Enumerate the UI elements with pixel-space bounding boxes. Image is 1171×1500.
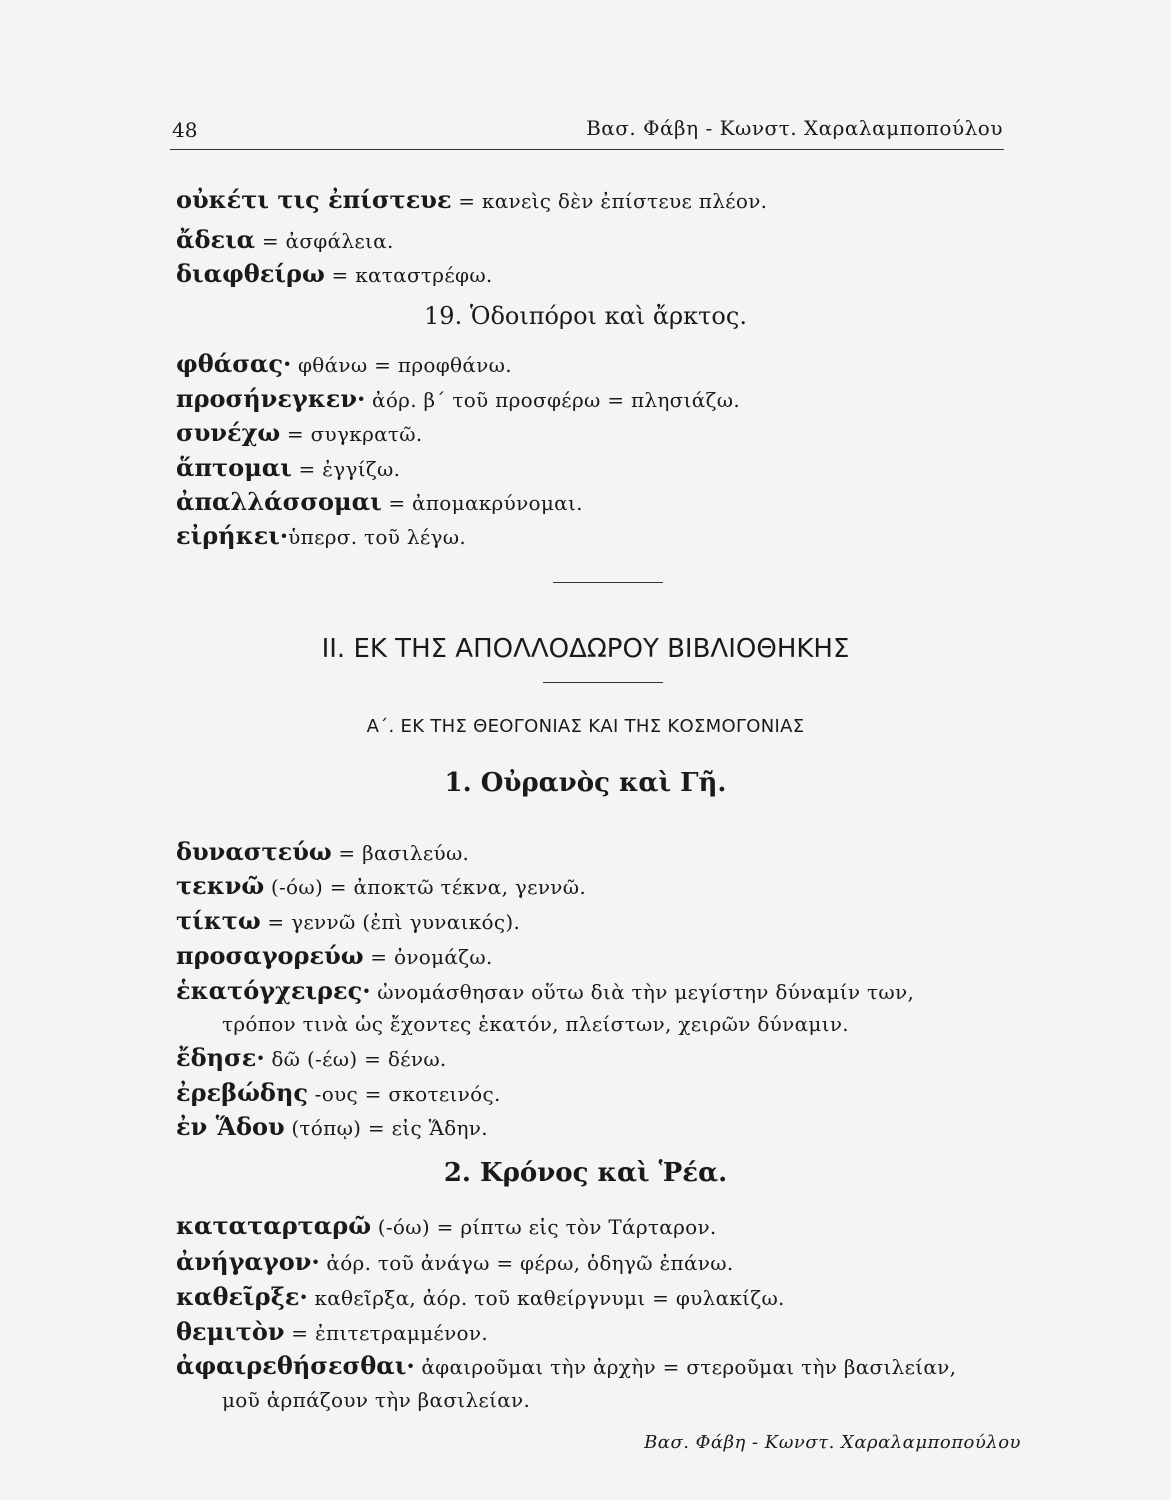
glossary-definition: = βασιλεύω. (331, 841, 470, 865)
glossary-continuation (222, 1386, 530, 1415)
glossary-definition: δῶ (-έω) = δένω. (264, 1047, 447, 1071)
glossary-term: θεμιτὸν (176, 1317, 285, 1346)
glossary-term: οὐκέτι τις ἐπίστευε (176, 185, 452, 214)
glossary-definition: = καταστρέφω. (324, 263, 493, 287)
glossary-term: τεκνῶ (176, 871, 265, 900)
glossary-continuation (222, 1010, 849, 1039)
footer-authors: Βασ. Φάβη - Κωνστ. Χαραλαμποπούλου (644, 1432, 1021, 1453)
glossary-definition: = γεννῶ (ἐπὶ γυναικός). (260, 910, 521, 934)
part-subtitle: Α΄. ΕΚ ΤΗΣ ΘΕΟΓΟΝΙΑΣ ΚΑΙ ΤΗΣ ΚΟΣΜΟΓΟΝΙΑΣ (366, 716, 805, 737)
glossary-definition: = ἀσφάλεια. (255, 229, 394, 253)
glossary-term: ἐν Ἅδου (176, 1112, 285, 1141)
glossary-entry (176, 1212, 717, 1242)
part-title: ΙΙ. ΕΚ ΤΗΣ ΑΠΟΛΛΟΔΩΡΟΥ ΒΙΒΛΙΟΘΗΚΗΣ (321, 634, 850, 664)
glossary-entry (176, 1079, 501, 1109)
running-head: Βασ. Φάβη - Κωνστ. Χαραλαμποπούλου (586, 116, 1003, 140)
glossary-definition: ὠνομάσθησαν οὕτω διὰ τὴν μεγίστην δύναμίν των, (370, 980, 915, 1004)
glossary-definition: ἀόρ. β΄ τοῦ προσφέρω = πλησιάζω. (365, 388, 740, 412)
glossary-entry (176, 350, 512, 380)
glossary-term: ἅπτομαι (176, 453, 292, 482)
glossary-definition: -ους = σκοτεινός. (308, 1082, 501, 1106)
glossary-term: ἄδεια (176, 225, 256, 254)
glossary-entry (176, 260, 493, 290)
glossary-term: ἀφαιρεθήσεσθαι· (176, 1351, 415, 1380)
glossary-term: συνέχω (176, 418, 281, 447)
header-rule (170, 149, 1004, 150)
glossary-term: διαφθείρω (176, 259, 325, 288)
glossary-definition: μοῦ ἁρπάζουν τὴν βασιλείαν. (222, 1388, 531, 1412)
glossary-term: ἐρεβώδης (176, 1078, 308, 1107)
glossary-definition: = ἐγγίζω. (291, 457, 401, 481)
glossary-entry (176, 1113, 488, 1143)
section-1-title: 1. Οὐρανὸς καὶ Γῆ. (444, 768, 727, 798)
glossary-definition: = ἀπομακρύνομαι. (381, 491, 583, 515)
glossary-definition: ἀόρ. τοῦ ἀνάγω = φέρω, ὁδηγῶ ἐπάνω. (319, 1251, 734, 1275)
glossary-definition: (τόπῳ) = εἰς Ἅδην. (284, 1116, 488, 1140)
glossary-definition: (-όω) = ρίπτω εἰς τὸν Τάρταρον. (371, 1215, 717, 1239)
glossary-entry (176, 1044, 447, 1074)
glossary-term: δυναστεύω (176, 837, 332, 866)
glossary-entry (176, 942, 493, 972)
section-divider (553, 582, 663, 583)
section-19-title: 19. Ὁδοιπόροι καὶ ἄρκτος. (424, 302, 747, 330)
glossary-definition: (-όω) = ἀποκτῶ τέκνα, γεννῶ. (264, 875, 587, 899)
glossary-definition: ἀφαιροῦμαι τὴν ἀρχὴν = στεροῦμαι τὴν βασιλείαν, (414, 1355, 957, 1379)
glossary-term: εἰρήκει· (176, 521, 289, 550)
section-2-title: 2. Κρόνος καὶ Ῥέα. (443, 1158, 728, 1188)
glossary-term: ἀνήγαγον· (176, 1247, 320, 1276)
glossary-entry (176, 226, 394, 256)
glossary-entry (176, 907, 520, 937)
glossary-term: καταταρταρῶ (176, 1211, 372, 1240)
glossary-entry (176, 488, 583, 518)
title-divider (543, 682, 663, 683)
glossary-entry (176, 977, 914, 1007)
glossary-definition: καθεῖρξα, ἀόρ. τοῦ καθείργνυμι = φυλακίζω. (307, 1286, 785, 1310)
glossary-entry (176, 1283, 785, 1313)
glossary-entry (176, 1248, 734, 1278)
page-number: 48 (172, 118, 198, 142)
glossary-term: προσαγορεύω (176, 941, 364, 970)
glossary-entry (176, 872, 586, 902)
glossary-entry (176, 522, 466, 552)
glossary-definition: = ὀνομάζω. (363, 945, 493, 969)
glossary-term: ἀπαλλάσσομαι (176, 487, 382, 516)
glossary-entry (176, 454, 400, 484)
glossary-entry (176, 385, 740, 415)
glossary-entry (176, 186, 767, 216)
glossary-term: προσήνεγκεν· (176, 384, 366, 413)
glossary-definition: ὑπερσ. τοῦ λέγω. (288, 525, 467, 549)
glossary-definition: τρόπον τινὰ ὡς ἔχοντες ἑκατόν, πλείστων, χειρῶν δύναμιν. (222, 1012, 849, 1036)
glossary-entry (176, 838, 469, 868)
glossary-term: ἑκατόγχειρες· (176, 976, 371, 1005)
glossary-entry (176, 1352, 956, 1382)
glossary-term: φθάσας· (176, 349, 292, 378)
glossary-definition: = κανεὶς δὲν ἐπίστευε πλέον. (451, 189, 768, 213)
glossary-term: ἔδησε· (176, 1043, 265, 1072)
glossary-term: καθεῖρξε· (176, 1282, 308, 1311)
glossary-definition: φθάνω = προφθάνω. (291, 353, 512, 377)
glossary-definition: = συγκρατῶ. (280, 422, 423, 446)
glossary-entry (176, 419, 423, 449)
glossary-definition: = ἐπιτετραμμένον. (284, 1321, 489, 1345)
glossary-entry (176, 1318, 488, 1348)
glossary-term: τίκτω (176, 906, 261, 935)
